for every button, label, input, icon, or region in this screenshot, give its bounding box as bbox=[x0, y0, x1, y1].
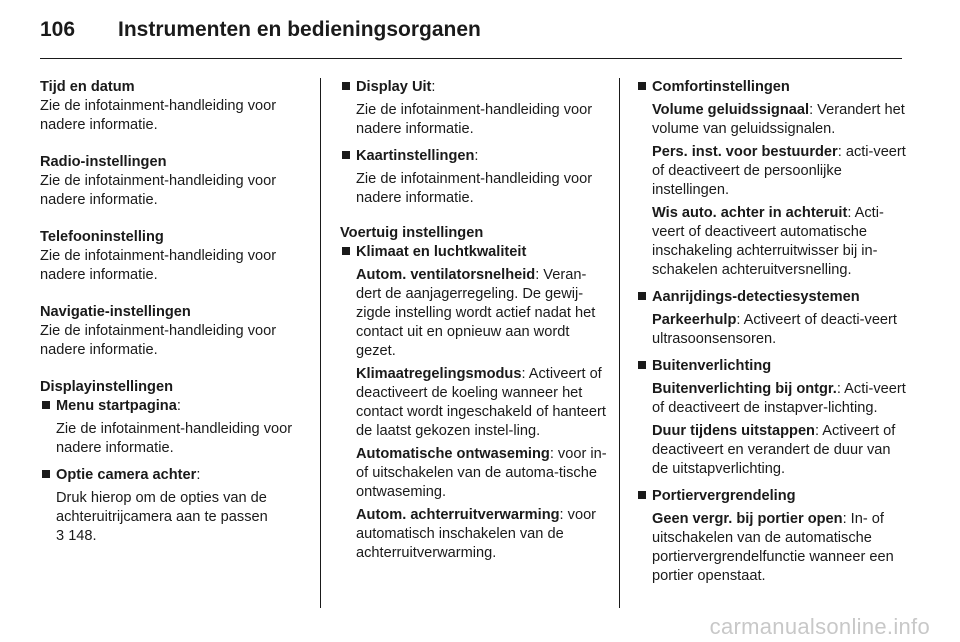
bullet-square-icon bbox=[638, 292, 646, 300]
section-phone bbox=[40, 228, 308, 285]
bullet-square-icon bbox=[342, 82, 350, 90]
column-3 bbox=[636, 78, 906, 594]
item-body bbox=[56, 489, 308, 546]
sub-entry bbox=[652, 143, 906, 200]
page-ref-link[interactable]: 148. bbox=[68, 528, 97, 544]
bullet-square-icon bbox=[638, 82, 646, 90]
bullet-square-icon bbox=[42, 470, 50, 478]
sub-text: : Activeert of deactiveert en verandert de duur van de uitstapverlichting. bbox=[652, 423, 896, 477]
sub-title: Wis auto. achter in achteruit bbox=[652, 205, 848, 221]
item-body: Zie de infotainment-handleiding voor nadere informatie. bbox=[356, 171, 593, 206]
list-item bbox=[40, 397, 308, 458]
item-title: Display Uit bbox=[356, 79, 432, 95]
watermark: carmanualsonline.info bbox=[709, 614, 930, 639]
section-display bbox=[40, 378, 308, 546]
page-header bbox=[40, 18, 920, 48]
sub-text: : voor in- of uitschakelen van de automa-tische ontwaseming. bbox=[356, 446, 607, 500]
sub-title: Geen vergr. bij portier open bbox=[652, 511, 843, 527]
column-divider-2 bbox=[619, 78, 620, 608]
sub-title: Parkeerhulp bbox=[652, 312, 737, 328]
sub-title: Volume geluidssignaal bbox=[652, 102, 810, 118]
sub-text: : In- of uitschakelen van de automatische portiervergrendelfunctie wanneer een portier openstaat. bbox=[652, 511, 894, 584]
item-title: Menu startpagina bbox=[56, 398, 177, 414]
sub-entry bbox=[652, 510, 906, 586]
sub-title: Autom. achterruitverwarming bbox=[356, 507, 560, 523]
item-title: Portiervergrendeling bbox=[652, 488, 796, 504]
bullet-square-icon bbox=[342, 151, 350, 159]
list-item bbox=[636, 357, 906, 479]
chapter-title: Instrumenten en bedieningsorganen bbox=[118, 18, 481, 41]
section-heading: Displayinstellingen bbox=[40, 379, 173, 395]
list-item bbox=[636, 78, 906, 280]
column-1 bbox=[40, 78, 308, 564]
sub-text: : voor automatisch inschakelen van de achterruitverwarming. bbox=[356, 507, 597, 561]
column-divider-1 bbox=[320, 78, 321, 608]
sub-text: : acti-veert of deactiveert de persoonlijke instellingen. bbox=[652, 144, 906, 198]
section-heading: Navigatie-instellingen bbox=[40, 304, 191, 320]
sub-entry bbox=[652, 422, 906, 479]
sub-entry bbox=[356, 365, 608, 441]
item-title: Kaartinstellingen bbox=[356, 148, 475, 164]
section-body: Zie de infotainment-handleiding voor nadere informatie. bbox=[40, 173, 277, 208]
column-2 bbox=[340, 78, 608, 581]
item-body-text: Druk hierop om de opties van de achteruitrijcamera aan te passen bbox=[56, 490, 268, 525]
sub-text: : Acti-veert of deactiveert automatische inschakeling achterruitwisser bij in-schakelen achteruitversnelling. bbox=[652, 205, 884, 278]
bullet-square-icon bbox=[638, 361, 646, 369]
sub-title: Pers. inst. voor bestuurder bbox=[652, 144, 838, 160]
sub-entry bbox=[356, 506, 608, 563]
section-heading: Voertuig instellingen bbox=[340, 225, 484, 241]
sub-title: Automatische ontwaseming bbox=[356, 446, 550, 462]
item-title: Klimaat en luchtkwaliteit bbox=[356, 244, 527, 260]
sub-text: : Acti-veert of deactiveert de instapver-lichting. bbox=[652, 381, 906, 416]
section-body: Zie de infotainment-handleiding voor nadere informatie. bbox=[40, 323, 277, 358]
sub-text: : Verandert het volume van geluidssignalen. bbox=[652, 102, 905, 137]
sub-text: : Activeert of deacti-veert ultrasoonsensoren. bbox=[652, 312, 897, 347]
bullet-square-icon bbox=[638, 491, 646, 499]
item-title: Aanrijdings-detectiesystemen bbox=[652, 289, 860, 305]
sub-entry bbox=[652, 311, 906, 349]
colon: : bbox=[176, 398, 181, 414]
item-body: Zie de infotainment-handleiding voor nadere informatie. bbox=[356, 102, 593, 137]
list-item bbox=[636, 487, 906, 586]
section-heading: Telefooninstelling bbox=[40, 229, 164, 245]
list-item bbox=[340, 78, 608, 139]
display-items bbox=[40, 397, 308, 546]
colon: : bbox=[431, 79, 436, 95]
sub-title: Duur tijdens uitstappen bbox=[652, 423, 815, 439]
colon: : bbox=[474, 148, 479, 164]
sub-entry bbox=[356, 266, 608, 361]
sub-title: Buitenverlichting bij ontgr. bbox=[652, 381, 837, 397]
sub-text: : Veran-dert de aanjagerregeling. De gewij-zigde instelling wordt actief nadat het contact uit en opnieuw aan wordt gezet. bbox=[356, 267, 596, 359]
item-body: Zie de infotainment-handleiding voor nadere informatie. bbox=[56, 421, 293, 456]
section-radio bbox=[40, 153, 308, 210]
list-item bbox=[340, 243, 608, 563]
item-title: Buitenverlichting bbox=[652, 358, 772, 374]
section-time-date bbox=[40, 78, 308, 135]
display-items-cont bbox=[340, 78, 608, 208]
bullet-square-icon bbox=[342, 247, 350, 255]
section-body: Zie de infotainment-handleiding voor nadere informatie. bbox=[40, 98, 277, 133]
list-item bbox=[340, 147, 608, 208]
sub-entry bbox=[652, 380, 906, 418]
section-heading: Tijd en datum bbox=[40, 79, 135, 95]
section-body: Zie de infotainment-handleiding voor nadere informatie. bbox=[40, 248, 277, 283]
sub-text: : Activeert of deactiveert de koeling wanneer het contact wordt ingeschakeld of hanteert de laatst gekozen instel-ling. bbox=[356, 366, 606, 439]
section-heading: Radio-instellingen bbox=[40, 154, 167, 170]
sub-entry bbox=[652, 101, 906, 139]
list-item bbox=[40, 466, 308, 546]
page-number: 106 bbox=[40, 18, 76, 41]
sub-entry bbox=[652, 204, 906, 280]
sub-title: Autom. ventilatorsnelheid bbox=[356, 267, 536, 283]
list-item bbox=[636, 288, 906, 349]
colon: : bbox=[196, 467, 201, 483]
section-navigation bbox=[40, 303, 308, 360]
bullet-square-icon bbox=[42, 401, 50, 409]
sub-title: Klimaatregelingsmodus bbox=[356, 366, 522, 382]
header-rule bbox=[40, 58, 902, 59]
item-title: Comfortinstellingen bbox=[652, 79, 790, 95]
section-vehicle bbox=[340, 224, 608, 563]
sub-entry bbox=[356, 445, 608, 502]
item-title: Optie camera achter bbox=[56, 467, 197, 483]
settings-groups bbox=[636, 78, 906, 586]
page-ref-arrow-icon: 3 bbox=[56, 528, 65, 544]
